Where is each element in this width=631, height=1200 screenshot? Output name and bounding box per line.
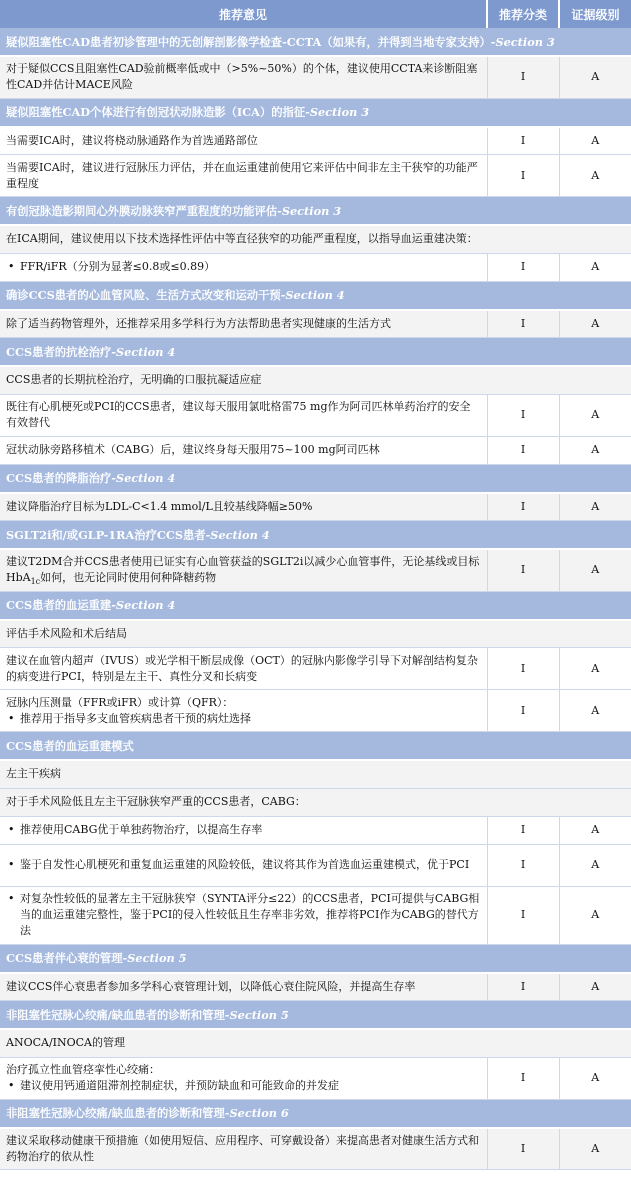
level-value: A: [559, 886, 631, 944]
table-row: [0, 310, 631, 338]
recommendation-text: 左主干疾病: [0, 760, 631, 788]
bullet-text: • 推荐使用CABG优于单独药物治疗，以提高生存率: [6, 822, 481, 838]
recommendation-text: 对于疑似CCS且阻塞性CAD验前概率低或中（>5%~50%）的个体，建议使用CCTA来诊断阻塞性CAD并估计MACE风险: [0, 56, 487, 98]
section-title: CCS患者的血运重建: [6, 598, 112, 612]
class-value: I: [487, 493, 559, 521]
recommendation-text: CCS患者的长期抗栓治疗，无明确的口服抗凝适应症: [0, 366, 631, 394]
level-value: A: [559, 816, 631, 844]
recommendation-text: 在ICA期间，建议使用以下技术选择性评估中等直径狭窄的功能严重程度，以指导血运重建决策：: [0, 225, 631, 253]
section-title: CCS患者伴心衰的管理: [6, 951, 123, 965]
table-row: [0, 788, 631, 816]
level-value: A: [559, 690, 631, 732]
class-value: I: [487, 844, 559, 886]
level-value: A: [559, 1057, 631, 1099]
section-row: [0, 338, 631, 367]
section-title: 疑似阻塞性CAD患者初诊管理中的无创解剖影像学检查-CCTA（如果有，并得到当地专家支持）: [6, 34, 491, 49]
recommendation-text: [0, 690, 487, 732]
section-row: [0, 464, 631, 493]
recommendation-text: 当需要ICA时，建议进行冠脉压力评估，并在血运重建前使用它来评估中间非左主干狭窄的功能严重程度: [0, 155, 487, 197]
class-value: I: [487, 1057, 559, 1099]
level-value: A: [559, 844, 631, 886]
level-value: A: [559, 436, 631, 464]
table-row: [0, 648, 631, 690]
table-row: [0, 56, 631, 98]
level-value: A: [559, 549, 631, 591]
level-value: A: [559, 493, 631, 521]
table-row: [0, 760, 631, 788]
section-tag: -Section 6: [224, 1106, 289, 1120]
bullet-text: • FFR/iFR（分别为显著≤0.8或≤0.89）: [6, 259, 481, 275]
table-row: [0, 690, 631, 732]
table-row: [0, 493, 631, 521]
recommendation-text-part: 冠脉内压测量（FFR或iFR）或计算（QFR）：: [6, 695, 234, 709]
class-value: I: [487, 56, 559, 98]
subscript: 1c: [30, 577, 41, 587]
table-row: [0, 549, 631, 591]
class-value: I: [487, 886, 559, 944]
class-value: I: [487, 690, 559, 732]
class-value: I: [487, 127, 559, 155]
section-title: 确诊CCS患者的心血管风险、生活方式改变和运动干预: [6, 288, 281, 302]
table-row: [0, 1057, 631, 1099]
level-value: A: [559, 648, 631, 690]
recommendation-text: 建议在血管内超声（IVUS）或光学相干断层成像（OCT）的冠脉内影像学引导下对解剖结构复杂的病变进行PCI，特别是左主干、真性分叉和长病变: [0, 648, 487, 690]
section-row: [0, 28, 631, 56]
section-title: SGLT2i和/或GLP-1RA治疗CCS患者: [6, 527, 206, 542]
class-value: I: [487, 549, 559, 591]
table-row: [0, 1128, 631, 1170]
recommendation-text: 既往有心肌梗死或PCI的CCS患者，建议每天服用氯吡格雷75 mg作为阿司匹林单药治疗的安全有效替代: [0, 394, 487, 436]
recommendation-text: 建议CCS伴心衰患者参加多学科心衰管理计划，以降低心衰住院风险，并提高生存率: [0, 973, 487, 1001]
level-value: A: [559, 394, 631, 436]
header-class: 推荐分类: [487, 0, 559, 28]
recommendation-text: 冠状动脉旁路移植术（CABG）后，建议终身每天服用75~100 mg阿司匹林: [0, 436, 487, 464]
section-tag: -Section 4: [111, 598, 176, 612]
section-tag: -Section 4: [111, 344, 176, 359]
table-row: [0, 816, 631, 844]
section-title: CCS患者的抗栓治疗: [6, 344, 112, 359]
table-header: [0, 0, 631, 28]
section-title: 非阻塞性冠脉心绞痛/缺血患者的诊断和管理: [6, 1007, 225, 1022]
header-recommendation: 推荐意见: [0, 0, 487, 28]
level-value: A: [559, 155, 631, 197]
table-row: [0, 253, 631, 281]
table-row: [0, 394, 631, 436]
table-row: [0, 127, 631, 155]
section-title: 有创冠脉造影期间心外膜动脉狭窄严重程度的功能评估: [6, 203, 278, 218]
class-value: I: [487, 436, 559, 464]
recommendation-text: [0, 816, 487, 844]
recommendation-text: 当需要ICA时，建议将桡动脉通路作为首选通路部位: [0, 127, 487, 155]
table-row: [0, 366, 631, 394]
section-tag: -Section 3: [490, 34, 555, 49]
section-tag: -Section 4: [280, 288, 345, 302]
level-value: A: [559, 56, 631, 98]
section-row: [0, 732, 631, 761]
recommendation-text: ANOCA/INOCA的管理: [0, 1029, 631, 1057]
section-tag: -Section 4: [111, 471, 176, 485]
section-tag: -Section 5: [122, 951, 187, 965]
header-level: 证据级别: [559, 0, 631, 28]
section-row: [0, 98, 631, 127]
table-row: [0, 225, 631, 253]
table-row: [0, 886, 631, 944]
section-title: CCS患者的血运重建模式: [6, 738, 134, 753]
section-tag: -Section 3: [277, 203, 342, 218]
class-value: I: [487, 310, 559, 338]
section-tag: -Section 3: [305, 105, 370, 119]
section-title: CCS患者的降脂治疗: [6, 471, 112, 485]
section-row: [0, 944, 631, 973]
level-value: A: [559, 127, 631, 155]
table-row: [0, 1029, 631, 1057]
bullet-text: • 建议使用钙通道阻滞剂控制症状，并预防缺血和可能致命的并发症: [6, 1078, 481, 1094]
recommendation-text: [0, 253, 487, 281]
recommendation-text: 建议采取移动健康干预措施（如使用短信、应用程序、可穿戴设备）来提高患者对健康生活方式和药物治疗的依从性: [0, 1128, 487, 1170]
section-row: [0, 521, 631, 550]
recommendation-text: 评估手术风险和术后结局: [0, 620, 631, 648]
class-value: I: [487, 1128, 559, 1170]
table-row: [0, 844, 631, 886]
section-row: [0, 197, 631, 226]
recommendation-text: [0, 886, 487, 944]
section-tag: -Section 5: [224, 1007, 289, 1022]
recommendation-text: 除了适当药物管理外，还推荐采用多学科行为方法帮助患者实现健康的生活方式: [0, 310, 487, 338]
bullet-text: • 推荐用于指导多支血管疾病患者干预的病灶选择: [6, 711, 481, 727]
class-value: I: [487, 253, 559, 281]
recommendation-text: [0, 844, 487, 886]
recommendation-text: [0, 549, 487, 591]
table-row: [0, 155, 631, 197]
level-value: A: [559, 973, 631, 1001]
section-title: 非阻塞性冠脉心绞痛/缺血患者的诊断和管理: [6, 1106, 225, 1120]
section-row: [0, 591, 631, 620]
class-value: I: [487, 155, 559, 197]
table-row: [0, 973, 631, 1001]
level-value: A: [559, 310, 631, 338]
bullet-text: • 鉴于自发性心肌梗死和重复血运重建的风险较低，建议将其作为首选血运重建模式，优于PCI: [6, 857, 481, 873]
recommendation-text-part: 建议T2DM合并CCS患者使用已证实有心血管获益的SGLT2i以减少心血管事件，无论基线或目标HbA: [6, 555, 480, 585]
section-tag: -Section 4: [205, 527, 270, 542]
section-row: [0, 281, 631, 310]
recommendation-text: 建议降脂治疗目标为LDL-C<1.4 mmol/L且较基线降幅≥50%: [0, 493, 487, 521]
recommendation-text: 对于手术风险低且左主干冠脉狭窄严重的CCS患者，CABG：: [0, 788, 631, 816]
level-value: A: [559, 1128, 631, 1170]
class-value: I: [487, 394, 559, 436]
section-row: [0, 1099, 631, 1128]
level-value: A: [559, 253, 631, 281]
section-title: 疑似阻塞性CAD个体进行有创冠状动脉造影（ICA）的指征: [6, 105, 306, 119]
class-value: I: [487, 973, 559, 1001]
table-row: [0, 436, 631, 464]
table-row: [0, 620, 631, 648]
class-value: I: [487, 648, 559, 690]
section-row: [0, 1001, 631, 1030]
bullet-text: • 对复杂性较低的显著左主干冠脉狭窄（SYNTA评分≤22）的CCS患者，PCI可提供与CABG相当的血运重建完整性，鉴于PCI的侵入性较低且生存率非劣效，推荐将PCI作为CABG的替代方法: [6, 891, 481, 939]
recommendation-text-part: 治疗孤立性血管痉挛性心绞痛：: [6, 1063, 160, 1076]
recommendation-text-part: 如何，也无论同时使用何种降糖药物: [40, 571, 217, 585]
class-value: I: [487, 816, 559, 844]
recommendation-text: [0, 1057, 487, 1099]
